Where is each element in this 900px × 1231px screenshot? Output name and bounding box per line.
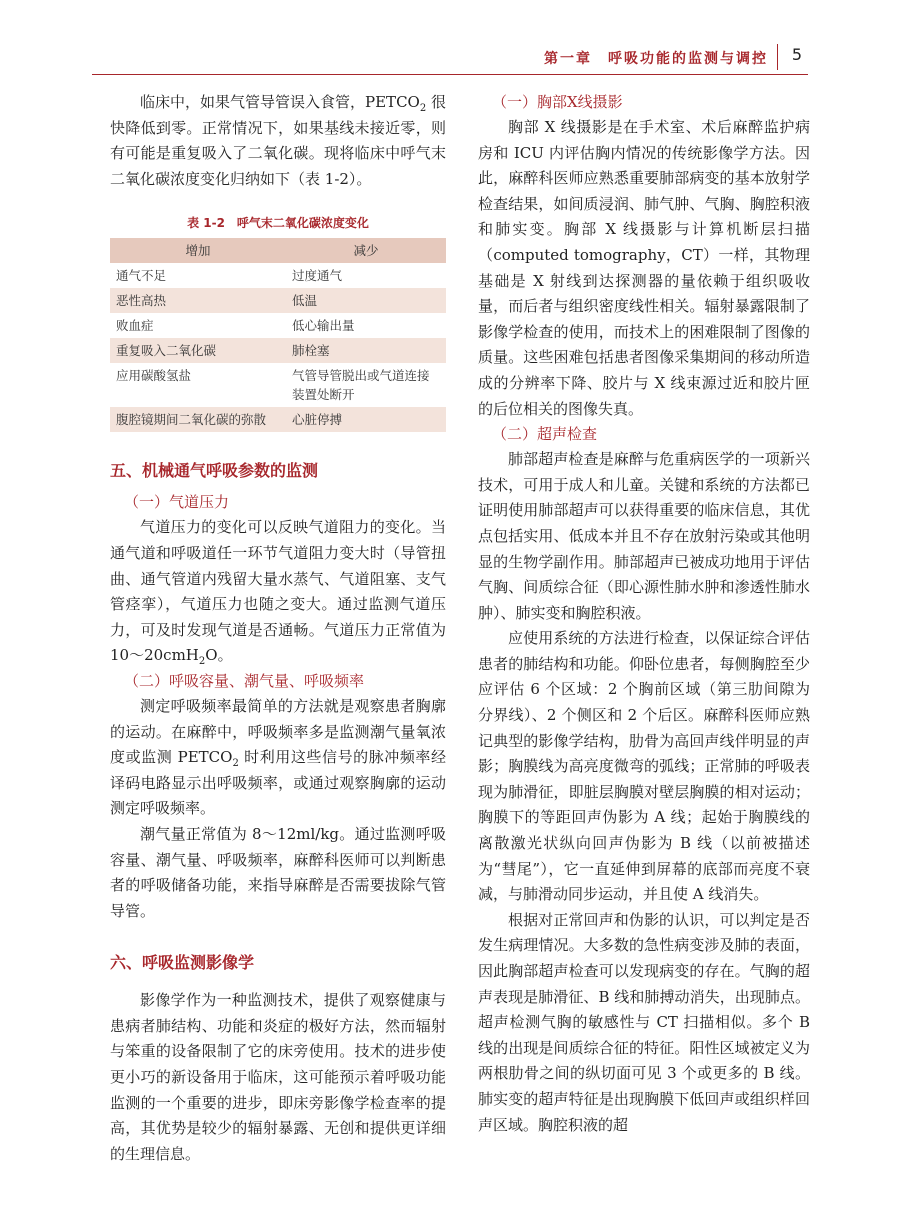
table-cell: 重复吸入二氧化碳 (110, 338, 286, 363)
table-cell: 低温 (286, 288, 446, 313)
section-6-heading: 六、呼吸监测影像学 (110, 953, 255, 973)
ultrasound-heading: （二）超声检查 (492, 425, 598, 444)
running-head (92, 44, 808, 75)
ultrasound-paragraph-2: 应使用系统的方法进行检查，以保证综合评估患者的肺结构和功能。仰卧位患者，每侧胸腔至少应评估 6 个区域：2 个胸前区域（第三肋间隙为分界线）、2 个侧区和 2 个后区。麻醉科医师应熟记典型的影像学结构，肋骨为高回声线伴明显的声影；胸膜线为高亮度微弯的弧线；正常肺的呼吸表现为肺滑征，即脏层胸膜对壁层胸膜的相对运动；胸膜下的等距回声伪影为 A 线；起始于胸膜线的离散激光状纵向回声伪影为 B 线（以前被描述为“彗尾”），它一直延伸到屏幕的底部而亮度不衰减，与肺滑动同步运动，并且使 A 线消失。 (478, 629, 810, 904)
table-header-increase: 增加 (110, 238, 286, 263)
table-row (110, 363, 446, 407)
ultrasound-paragraph-3: 根据对正常回声和伪影的认识，可以判定是否发生病理情况。大多数的急性病变涉及肺的表面，因此胸部超声检查可以发现病变的存在。气胸的超声表现是肺滑征、B 线和肺搏动消失，出现肺点。超声检测气胸的敏感性与 CT 扫描相似。多个 B 线的出现是间质综合征的特征。阳性区域被定义为两根肋骨之间的纵切面可见 3 个或更多的 B 线。肺实变的超声特征是出现胸膜下低回声或组织样回声区域。胸腔积液的超 (478, 910, 810, 1134)
table-row (110, 313, 446, 338)
header-divider (777, 44, 778, 70)
table-cell: 应用碳酸氢盐 (116, 368, 192, 384)
table-row (110, 338, 446, 363)
respiratory-volume-heading: （二）呼吸容量、潮气量、呼吸频率 (124, 671, 365, 690)
respiratory-rate-paragraph: 测定呼吸频率最简单的方法就是观察患者胸廓的运动。在麻醉中，呼吸频率多是监测潮气量氧浓度或监测 $PETCO_2$ 时利用这些信号的脉冲频率经译码电路显示出呼吸频率，或通过观察胸廓的运动测定呼吸频率。 (110, 696, 446, 818)
table-cell: 恶性高热 (110, 288, 286, 313)
table-cell: 过度通气 (292, 268, 343, 284)
table-cell: 通气不足 (116, 268, 167, 284)
table-cell: 心脏停搏 (286, 407, 446, 432)
table-row (110, 263, 446, 288)
etco2-table (110, 238, 446, 432)
airway-pressure-heading: （一）气道压力 (124, 493, 230, 512)
table-cell: 低心输出量 (292, 318, 355, 334)
tidal-volume-paragraph: 潮气量正常值为 8～12ml/kg。通过监测呼吸容量、潮气量、呼吸频率，麻醉科医师可以判断患者的呼吸储备功能，来指导麻醉是否需要拔除气管导管。 (110, 824, 446, 920)
imaging-paragraph: 影像学作为一种监测技术，提供了观察健康与患病者肺结构、功能和炎症的极好方法，然而辐射与笨重的设备限制了它的床旁使用。技术的进步使更小巧的新设备用于临床，这可能预示着呼吸功能监测的一个重要的进步，即床旁影像学检查率的提高，其优势是较少的辐射暴露、无创和提供更详细的生理信息。 (110, 991, 446, 1163)
right-column (478, 90, 810, 1138)
table-row (110, 288, 446, 313)
table-header-decrease: 减少 (286, 238, 446, 263)
airway-pressure-paragraph: 气道压力的变化可以反映气道阻力的变化。当通气道和呼吸道任一环节气道阻力变大时（导管扭曲、通气管道内残留大量水蒸气、气道阻塞、支气管痉挛），气道压力也随之变大。通过监测气道压力，可及时发现气道是否通畅。气道压力正常值为 10～20cmH$_2$O。 (110, 518, 446, 668)
left-column (110, 90, 446, 1167)
chest-xray-paragraph: 胸部 X 线摄影是在手术室、术后麻醉监护病房和 ICU 内评估胸内情况的传统影像学方法。因此，麻醉科医师应熟悉重要肺部病变的基本放射学检查结果，如间质浸润、肺气肿、气胸、胸腔积液和肺实变。胸部 X 线摄影与计算机断层扫描（computed tomography，CT）一样，其物理基础是 X 射线到达探测器的量依赖于组织吸收量，而后者与组织密度线性相关。辐射暴露限制了影像学检查的使用，而技术上的困难限制了图像的质量。这些困难包括患者图像采集期间的移动所造成的分辨率下降、胶片与 X 线束源过近和胶片匣的后位相关的图像失真。 (478, 118, 810, 418)
chest-xray-heading: （一）胸部X线摄影 (492, 93, 623, 111)
table-header-row (110, 238, 446, 263)
table-cell: 肺栓塞 (286, 338, 446, 363)
section-5-heading: 五、机械通气呼吸参数的监测 (110, 461, 319, 481)
table-cell: 气管导管脱出或气道连接装置处断开 (292, 368, 430, 403)
ultrasound-paragraph-1: 肺部超声检查是麻醉与危重病医学的一项新兴技术，可用于成人和儿童。关键和系统的方法都已证明使用肺部超声可以获得重要的临床信息，其优点包括实用、低成本并且不存在放射污染或其他明显的生物学副作用。肺部超声已被成功地用于评估气胸、间质综合征（即心源性肺水肿和渗透性肺水肿）、肺实变和胸腔积液。 (478, 450, 810, 622)
table-row (110, 407, 446, 432)
table-cell: 败血症 (116, 318, 154, 334)
intro-paragraph: 临床中，如果气管导管误入食管，$PETCO_2$ 很快降低到零。正常情况下，如果基线未接近零，则有可能是重复吸入了二氧化碳。现将临床中呼气末二氧化碳浓度变化归纳如下（表 1-2）。 (110, 93, 446, 188)
chapter-title: 第一章 呼吸功能的监测与调控 (544, 51, 768, 67)
table-caption: 表 1-2 呼气末二氧化碳浓度变化 (187, 216, 369, 231)
table-cell: 腹腔镜期间二氧化碳的弥散 (110, 407, 286, 432)
page-number: 5 (791, 45, 802, 64)
